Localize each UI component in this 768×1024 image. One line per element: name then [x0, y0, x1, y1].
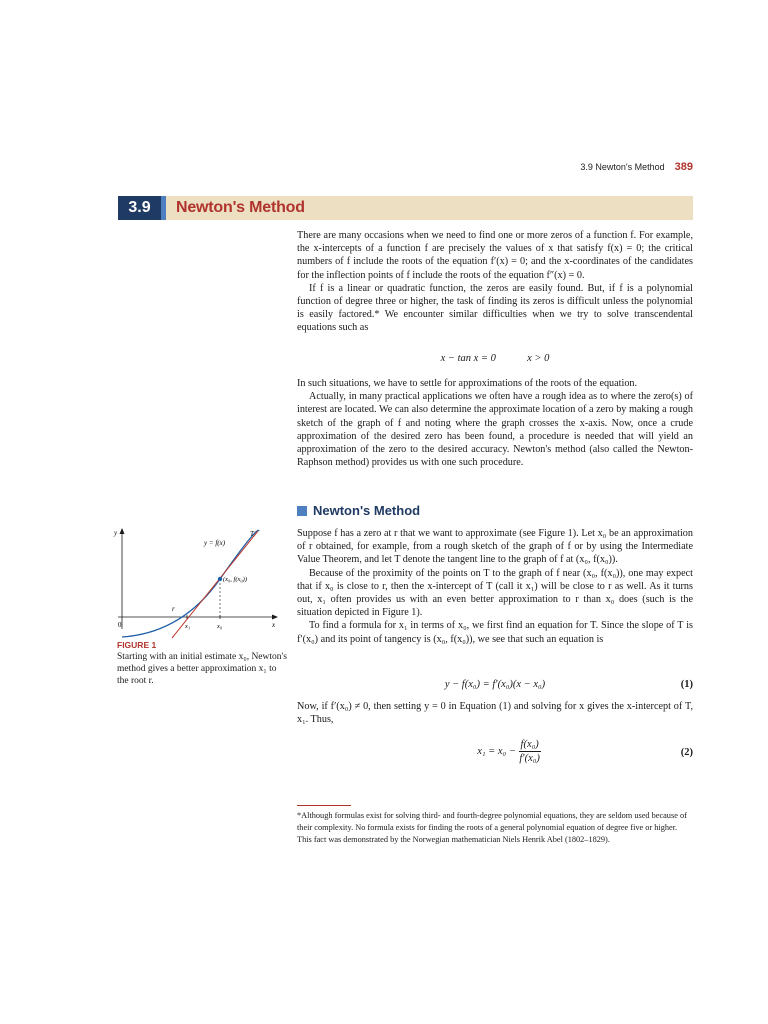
figure-label: FIGURE 1 — [117, 640, 157, 650]
body-paragraph-3: To find a formula for x₁ in terms of x₀, we first find an equation for T. Since the slope of T is f′(x₀) and its point of tangency is (x₀, f(x₀)), we see that such an equation is — [297, 620, 693, 645]
root-label: r — [172, 605, 175, 613]
equation-2-lhs: x₁ = x₀ − — [477, 745, 516, 757]
subsection-heading — [297, 503, 420, 519]
body-paragraph-4: Now, if f′(x₀) ≠ 0, then setting y = 0 in Equation (1) and solving for x gives the x-intercept of T, x₁. Thus, — [297, 701, 693, 726]
page-number: 389 — [674, 161, 693, 173]
point-label: (x₀, f(x₀)) — [223, 576, 248, 583]
running-head — [580, 161, 693, 173]
tangent-line — [172, 531, 258, 638]
running-title: 3.9 Newton's Method — [580, 162, 665, 172]
footnote-rule — [297, 805, 351, 806]
equation-2-denominator: f′(x₀) — [519, 753, 540, 764]
figure-caption: Starting with an initial estimate x₀, Newton's method gives a better approximation x₁ to the root r. — [117, 652, 287, 686]
origin-label: 0 — [118, 621, 122, 629]
body-block-2 — [297, 700, 693, 726]
x-axis-label: x — [272, 621, 276, 629]
intro-block-2 — [297, 377, 693, 469]
equation-1-text: y − f(x₀) = f′(x₀)(x − x₀) — [444, 679, 546, 690]
intro-paragraph-1: There are many occasions when we need to find one or more zeros of a function f. For example, the x-intercepts of a function f are precisely the values of x that satisfy f(x) = 0; the critical numbers of f include the roots of the equation f′(x) = 0; and the x-coordinates of the candidates for the inflection points of f include the roots of the equation f″(x) = 0. — [297, 230, 693, 281]
tan-equation: x − tan x = 0 — [440, 353, 496, 364]
newton-body-block — [297, 527, 693, 646]
equation-2 — [297, 739, 693, 769]
tangent-label: T — [250, 530, 254, 538]
x0-label: x₀ — [217, 623, 223, 630]
footnote: *Although formulas exist for solving third- and fourth-degree polynomial equations, they are seldom used because of their complexity. No formula exists for finding the roots of a general polynomial equation of degree five or higher. This fact was demonstrated by the Norwegian mathematician Niels Henrik Abel (1802–1829). — [297, 811, 687, 844]
y-axis-arrow-icon — [120, 528, 125, 534]
section-number: 3.9 — [118, 196, 166, 220]
body-paragraph-2: Because of the proximity of the points on T to the graph of f near (x₀, f(x₀)), one may expect that if x₀ is close to r, then the x-intercept of T (call it x₁) will be close to r as well. As it turns out, x₁ often provides us with an even better approximation to r than x₀ does (such is the situation depicted in Figure 1). — [297, 567, 693, 619]
intro-paragraph-3: In such situations, we have to settle for approximations of the roots of the equation. — [297, 378, 638, 389]
tan-condition: x > 0 — [527, 353, 550, 364]
section-title-bar — [118, 196, 693, 220]
x1-label: x₁ — [185, 623, 191, 630]
equation-1-number: (1) — [680, 679, 693, 690]
curve-label: y = f(x) — [204, 539, 226, 547]
intro-paragraph-2: If f is a linear or quadratic function, the zeros are easily found. But, if f is a polynomial function of degree three or higher, the task of finding its zeros is difficult unless the polynomial is easily factored.* We encounter similar difficulties when we try to solve transcendental equations such as — [297, 282, 693, 334]
y-axis-label: y — [114, 529, 118, 537]
subsection-title: Newton's Method — [313, 503, 421, 518]
display-equation-tan — [297, 353, 693, 367]
intro-block — [297, 229, 693, 335]
tangency-point — [218, 577, 222, 581]
equation-2-fraction — [519, 739, 541, 764]
equation-2-number: (2) — [680, 747, 693, 758]
section-title: Newton's Method — [176, 199, 305, 216]
intro-paragraph-4: Actually, in many practical applications we often have a rough idea as to where the zero(s) of interest are located. We can also determine the approximate location of a zero by making a rough sketch of the graph of f and noting where the graph crosses the x-axis. Now, once a crude approximation of the desired zero has been found, a procedure is needed that will yield an approximation of the zero to the desired accuracy. Newton's method (also called the Newton-Raphson method) provides us with one such procedure. — [297, 391, 693, 469]
figure-1-graph — [112, 525, 284, 639]
function-curve — [122, 530, 259, 637]
subsection-square-icon — [297, 506, 307, 516]
body-paragraph-1: Suppose f has a zero at r that we want to approximate (see Figure 1). Let x₀ be an approximation of r obtained, for example, from a rough sketch of the graph of f or by using the Intermediate Value Theorem, and let T denote the tangent line to the graph of f at (x₀, f(x₀)). — [297, 528, 693, 566]
x-axis-arrow-icon — [272, 615, 278, 620]
equation-1 — [297, 679, 693, 693]
equation-2-numerator: f(x₀) — [520, 739, 539, 750]
